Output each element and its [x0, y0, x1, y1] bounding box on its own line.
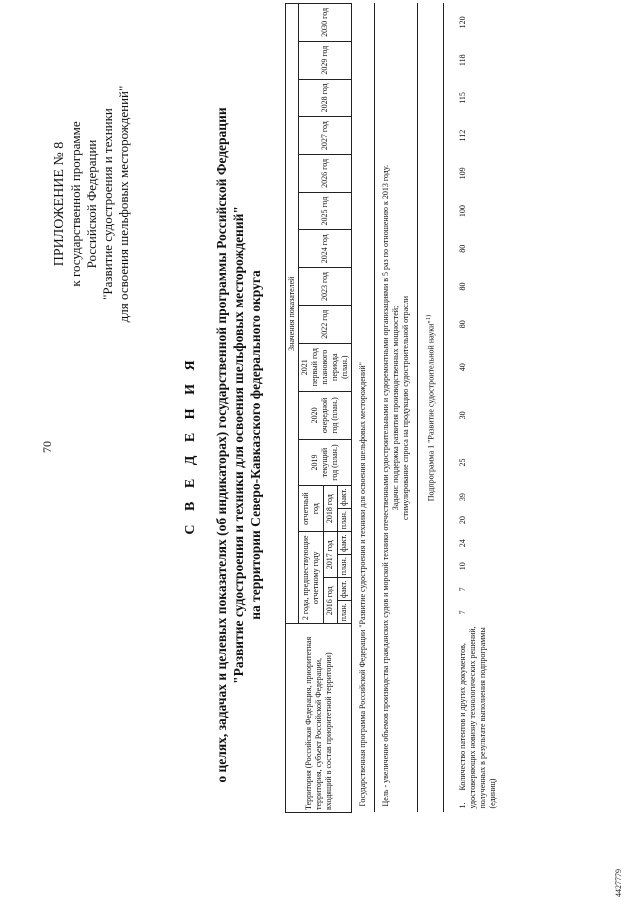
year-header: 2022 год: [299, 305, 352, 343]
document-code: 4427779: [614, 869, 623, 897]
year-2017-header: 2017 год: [323, 532, 337, 578]
indicator-value: 40: [457, 363, 467, 372]
goal-text: Цель - увеличение объемов производства гражданских судов и морской техники отечественными судостроительными и судоремонтными организациями в 5 раз по отношению к 2013 году.: [381, 165, 390, 807]
indicator-value: 24: [457, 539, 467, 548]
values-header: Значения показателей: [286, 4, 299, 624]
title-line: "Развитие судостроения и техники для освоения шельфовых месторождений": [231, 206, 246, 684]
appendix-number: ПРИЛОЖЕНИЕ № 8: [52, 141, 67, 267]
territory-header: Территория (Российская Федерация, приоритетная территория, субъект Российской Федерации, входящий в состав приоритетной территории): [286, 624, 352, 813]
appendix-line: к государственной программе: [68, 121, 83, 287]
indicator-value: 7: [457, 610, 467, 615]
indicators-table: [285, 3, 499, 813]
year-header: 2023 год: [299, 268, 352, 306]
indicator-value: 115: [457, 92, 467, 104]
year-2019-header: 2019 текущий год (план.): [299, 440, 352, 486]
two-years-header: 2 года, предшествующие отчетному году: [299, 532, 324, 624]
task-text: стимулирование спроса на продукцию судостроительной отрасли: [401, 296, 410, 521]
year-header: 2026 год: [299, 155, 352, 193]
appendix-line: "Развитие судостроения и техники: [100, 108, 115, 300]
year-header: 2030 год: [299, 4, 352, 42]
appendix-line: Российской Федерации: [84, 139, 99, 269]
year-header: 2028 год: [299, 79, 352, 117]
subprogram-row: [418, 4, 444, 813]
indicator-value: 30: [457, 411, 467, 420]
report-year-header: отчетный год: [299, 486, 324, 532]
appendix-block: [52, 24, 132, 384]
year-header: 2027 год: [299, 117, 352, 155]
indicator-label-cell: [443, 624, 499, 813]
plan-header: план.: [337, 509, 351, 532]
year-header: 2025 год: [299, 192, 352, 230]
year-2021-header: 2021 первый год планового периода (план.): [299, 343, 352, 391]
footnote-mark: 1): [425, 314, 432, 321]
year-header: 2024 год: [299, 230, 352, 268]
title-block: [182, 5, 264, 885]
subprogram-title: Подпрограмма 1 "Развитие судостроительной науки": [426, 320, 436, 502]
indicator-value: 112: [457, 129, 467, 142]
plan-header: план.: [337, 601, 351, 624]
plan-header: план.: [337, 555, 351, 578]
appendix-line: для освоения шельфовых месторождений": [116, 85, 131, 323]
program-row: Государственная программа Российской Федерации "Развитие судостроения и техники для освоения шельфовых месторождений": [352, 4, 375, 813]
indicator-row: [443, 4, 499, 813]
indicator-value: 20: [457, 516, 467, 525]
indicator-number: 1.: [457, 802, 467, 809]
indicator-value: 80: [457, 282, 467, 291]
indicator-label: Количество патентов и других документов, удостоверяющих новизну технологических решений, полученных в результате выполнения подпрограммы (единиц): [457, 626, 497, 809]
indicator-value: 109: [457, 167, 467, 180]
fact-header: факт.: [337, 486, 351, 509]
fact-header: факт.: [337, 578, 351, 601]
indicator-value: 80: [457, 244, 467, 253]
document-heading: С В Е Д Е Н И Я: [183, 355, 198, 535]
indicator-value: 7: [457, 587, 467, 592]
page-number: 70: [40, 441, 54, 453]
task-text: Задачи: поддержка развития производственных мощностей;: [391, 305, 400, 511]
year-2016-header: 2016 год: [323, 578, 337, 624]
indicator-value: 25: [457, 458, 467, 467]
fact-header: факт.: [337, 532, 351, 555]
goal-row: [375, 4, 418, 813]
indicator-value: 80: [457, 320, 467, 329]
indicator-value: 39: [457, 493, 467, 502]
title-line: на территории Северо-Кавказского федерального округа: [248, 270, 263, 620]
indicator-value: 100: [457, 205, 467, 218]
title-line: о целях, задачах и целевых показателях (об индикаторах) государственной программы Российской Федерации: [214, 107, 229, 783]
indicator-value: 118: [457, 54, 467, 67]
indicator-value: 10: [457, 562, 467, 571]
indicator-value: 120: [457, 16, 467, 29]
year-2018-header: 2018 год: [323, 486, 337, 532]
year-header: 2029 год: [299, 41, 352, 79]
year-2020-header: 2020 очередной год (план.): [299, 391, 352, 439]
